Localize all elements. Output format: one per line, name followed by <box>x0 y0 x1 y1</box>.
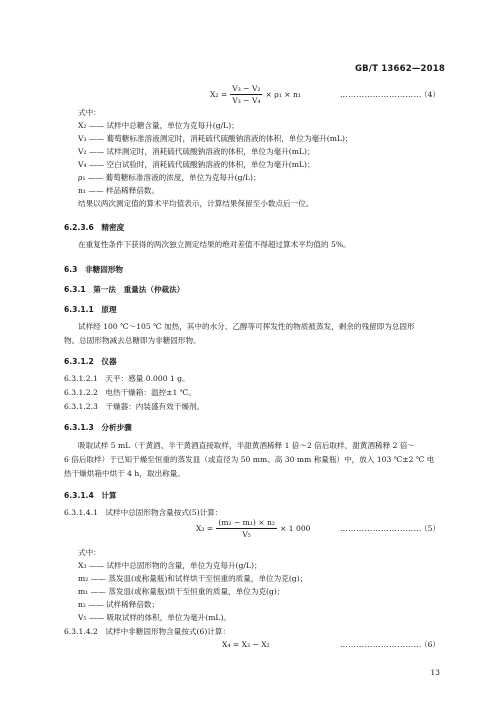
section-6-3-1-4 <box>64 490 117 501</box>
section-number: 6.3.1.2 <box>64 357 94 366</box>
eq5-var: n₂ —— 试样稀释倍数； <box>78 600 160 609</box>
item-text: 试样中总固形物含量按式(5)计算： <box>105 508 223 517</box>
eq5-var: m₂ —— 蒸发皿(或称量瓶)和试样烘干至恒重的质量，单位为克(g)； <box>78 574 308 583</box>
eq6-number: （6） <box>420 640 441 649</box>
principle-line: 试样经 100 ℃～105 ℃ 加热，其中的水分、乙醇等可挥发性的物质被蒸发，剩余的残留即为总固形 <box>78 322 415 331</box>
equation-4 <box>210 84 301 105</box>
item-text: 电热干燥箱：温控±1 ℃。 <box>105 388 196 397</box>
equation-6: X₄ = X₃ − X₂ <box>222 640 270 649</box>
instrument-item <box>64 402 204 412</box>
where-label-5: 式中： <box>78 548 101 557</box>
eq4-var: ρ₁ —— 葡萄糖标准溶液的浓度，单位为克每升(g/L)； <box>78 173 261 182</box>
section-title: 分析步骤 <box>101 423 132 432</box>
item-number: 6.3.1.4.1 <box>64 508 98 517</box>
item-number: 6.3.1.2.2 <box>64 388 98 397</box>
eq4-lhs: X₂ = <box>210 90 228 99</box>
section-6-3 <box>64 264 123 275</box>
item-text: 试样中非糖固形物含量按式(6)计算： <box>105 627 231 636</box>
section-title: 非糖固形物 <box>85 265 124 274</box>
section-6-3-1-1 <box>64 304 117 315</box>
eq4-number: （4） <box>420 90 441 99</box>
item-text: 干燥器：内装盛有效干燥剂。 <box>105 402 205 411</box>
section-number: 6.3.1.1 <box>64 305 94 314</box>
section-title: 原理 <box>101 305 117 314</box>
equation-5 <box>196 518 311 539</box>
standard-code: GB/T 13662—2018 <box>354 64 445 74</box>
instrument-item <box>64 388 196 398</box>
eq5-fraction <box>216 518 277 539</box>
eq5-leader-dots: ………………………… <box>340 524 422 533</box>
eq4-denominator: V₃ − V₄ <box>232 96 261 105</box>
section-6-2-3-6 <box>64 222 124 233</box>
section-title: 仪器 <box>101 357 117 366</box>
section-6-3-1-4-1 <box>64 508 222 518</box>
eq5-number: （5） <box>420 524 441 533</box>
eq5-var: X₃ —— 试样中总固形物的含量，单位为克每升(g/L)； <box>78 561 262 570</box>
eq5-var: m₁ —— 蒸发皿(或称量瓶)烘干至恒重的质量，单位为克(g)； <box>78 587 285 596</box>
procedure-line: 6 倍后取样）于已知干燥至恒重的蒸发皿（或直径为 50 mm、高 30 mm 称量瓶）中，放入 103 ℃±2 ℃ 电 <box>64 455 435 464</box>
section-number: 6.2.3.6 <box>64 223 94 232</box>
eq4-leader-dots: ………………………… <box>340 90 422 99</box>
eq4-var: n₁ —— 样品稀释倍数。 <box>78 186 160 195</box>
procedure-line: 吸取试样 5 mL（干黄酒、半干黄酒直接取样，半甜黄酒稀释 1 倍～2 倍后取样，甜黄酒稀释 2 倍～ <box>78 441 416 450</box>
eq4-result-note: 结果以两次测定值的算术平均值表示，计算结果保留至小数点后一位。 <box>78 199 314 208</box>
section-number: 6.3.1.4 <box>64 491 94 500</box>
eq4-rhs: × ρ₁ × n₁ <box>265 90 301 99</box>
eq5-denominator: V₅ <box>242 530 251 539</box>
page-number: 13 <box>430 668 440 677</box>
section-title: 计算 <box>101 491 117 500</box>
section-6-3-1-2 <box>64 356 117 367</box>
section-title: 第一法 重量法（仲裁法） <box>93 285 185 294</box>
section-6-3-1-4-2 <box>64 627 230 637</box>
item-text: 天平：感量 0.000 1 g。 <box>105 374 190 383</box>
eq4-var: V₂ —— 试样测定时，消耗硫代硫酸钠溶液的体积，单位为毫升(mL)； <box>78 147 315 156</box>
precision-text: 在重复性条件下获得的两次独立测定结果的绝对差值不得超过算术平均值的 5%。 <box>78 240 351 249</box>
eq6-leader-dots: ………………………… <box>340 640 422 649</box>
where-label-4: 式中： <box>78 108 101 117</box>
eq5-rhs: × 1 000 <box>279 524 311 533</box>
section-number: 6.3 <box>64 265 78 274</box>
principle-line: 物。总固形物减去总糖即为非糖固形物。 <box>64 336 201 345</box>
item-number: 6.3.1.4.2 <box>64 627 98 636</box>
item-number: 6.3.1.2.1 <box>64 374 98 383</box>
eq5-numerator: (m₂ − m₁) × n₂ <box>218 518 275 527</box>
instrument-item <box>64 374 190 384</box>
item-number: 6.3.1.2.3 <box>64 402 98 411</box>
procedure-line: 热干燥烘箱中烘干 4 h，取出称量。 <box>64 469 185 478</box>
eq4-var: V₃ —— 葡萄糖标准溶液测定时，消耗硫代硫酸钠溶液的体积，单位为毫升(mL)； <box>78 134 353 143</box>
section-number: 6.3.1.3 <box>64 423 94 432</box>
section-6-3-1 <box>64 284 184 295</box>
eq4-fraction <box>230 84 262 105</box>
section-6-3-1-3 <box>64 422 132 433</box>
section-title: 精密度 <box>101 223 125 232</box>
eq5-lhs: X₃ = <box>196 524 214 533</box>
eq4-var: V₄ —— 空白试验时，消耗硫代硫酸钠溶液的体积，单位为毫升(mL)； <box>78 160 315 169</box>
eq5-var: V₅ —— 吸取试样的体积，单位为毫升(mL)。 <box>78 613 232 622</box>
section-number: 6.3.1 <box>64 285 86 294</box>
eq4-numerator: V₃ − V₂ <box>232 84 261 93</box>
eq4-var: X₂ —— 试样中总糖含量，单位为克每升(g/L)； <box>78 121 239 130</box>
